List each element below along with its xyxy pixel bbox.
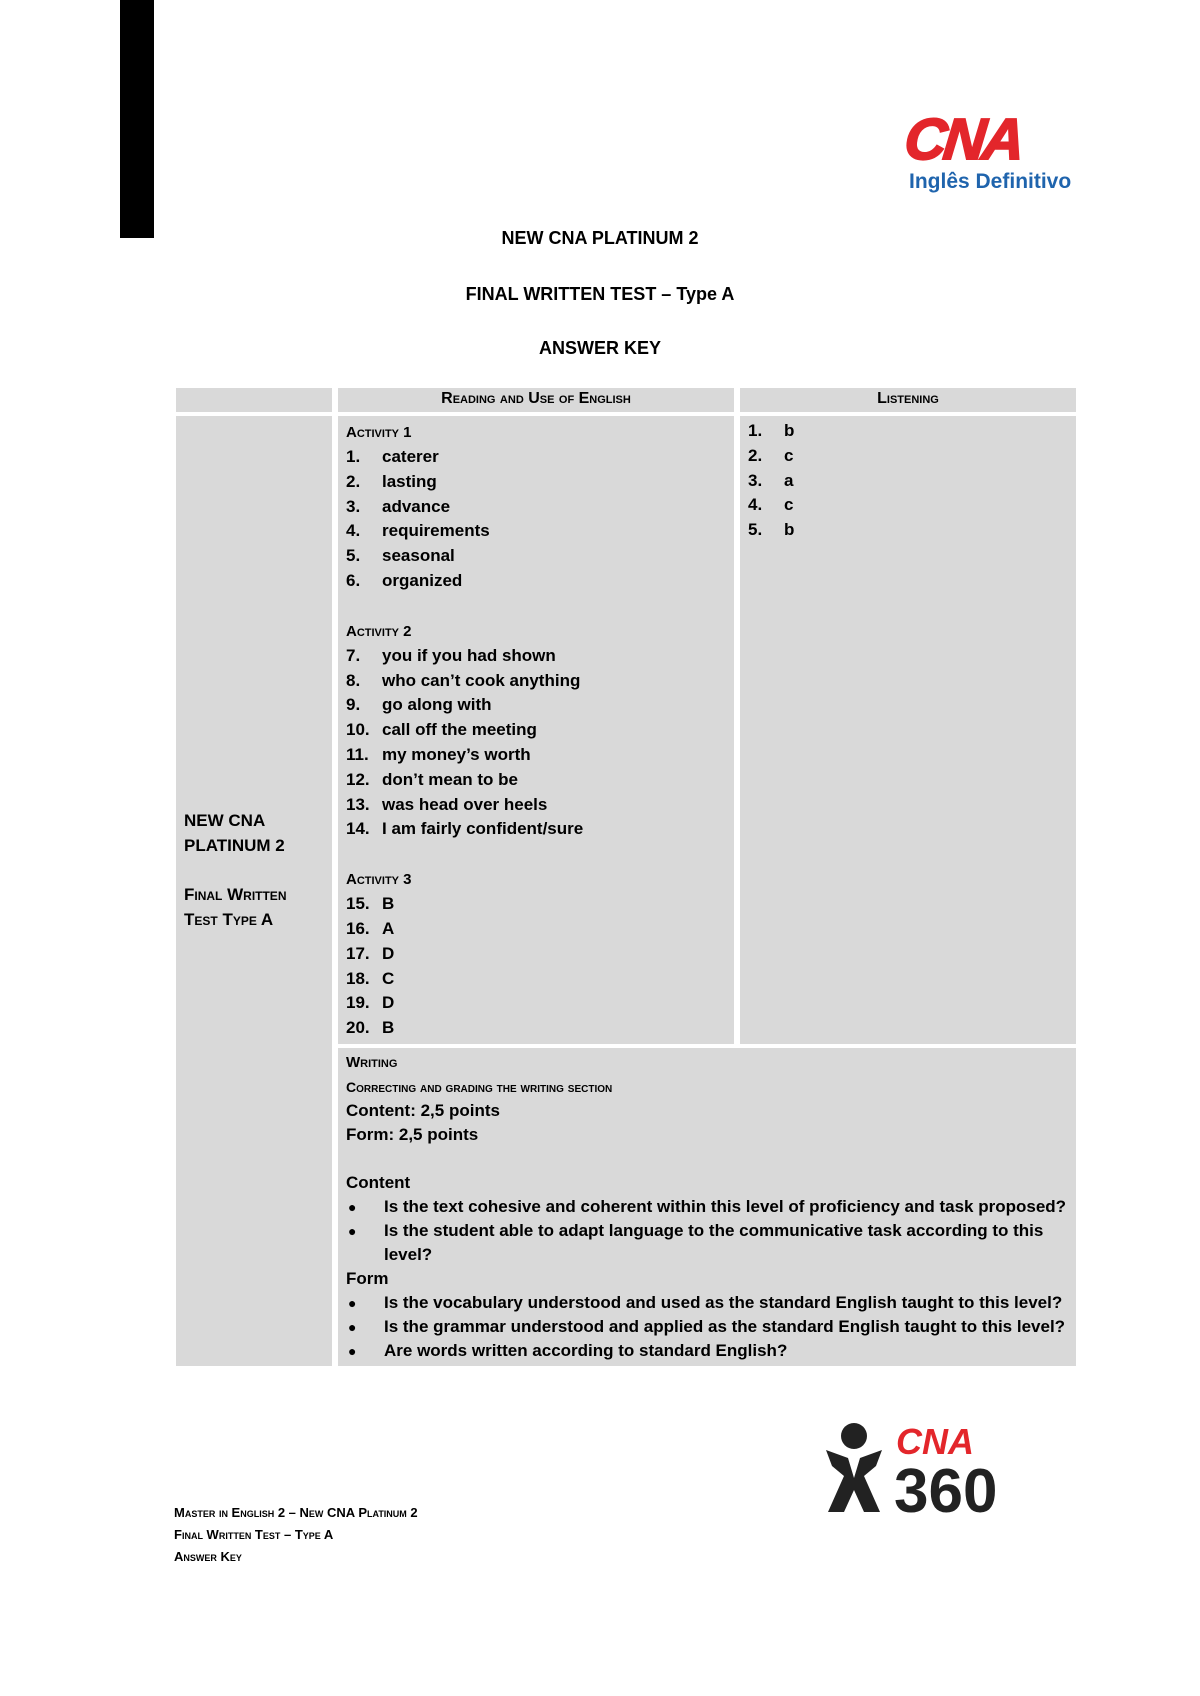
list-item: 15. B [346,894,395,914]
list-item: ● Is the vocabulary understood and used as the standard English taught to this level? [346,1291,1068,1315]
list-item: 1. b [748,421,795,440]
list-item: 4. c [748,495,794,515]
listening-answers-cell [740,416,1076,1044]
side-label-line2: PLATINUM 2 [184,836,285,855]
margin-black-bar [120,0,154,238]
list-item: 7. you if you had shown [346,645,556,665]
list-item: 3. advance [346,496,451,516]
content-points: Content: 2,5 points [346,1100,500,1120]
form-heading: Form [346,1268,389,1288]
list-item: 19. D [346,993,395,1013]
side-label-cell [176,416,332,1366]
cna-360-logo [818,1420,1088,1520]
answer-key-table [170,384,1082,1370]
list-item: 3. a [748,470,794,490]
bullet-icon: ● [348,1318,357,1335]
activity1-list [346,445,726,594]
cna-360-number: 360 [894,1457,998,1520]
side-label-line4: Test Type A [184,910,274,929]
list-item: ● Is the text cohesive and coherent within this level of proficiency and task proposed? [346,1195,1068,1219]
list-item: 12. don’t mean to be [346,769,518,789]
writing-title: Writing [346,1053,398,1071]
figure-icon [826,1423,882,1512]
list-item: 20. B [346,1018,395,1038]
list-item: 17. D [346,943,395,963]
bullet-icon: ● [348,1294,357,1311]
activity3-list [346,892,726,1041]
activity1-title: Activity 1 [346,424,412,441]
bullet-icon: ● [348,1342,357,1359]
footer-line1: Master in English 2 – New CNA Platinum 2 [174,1505,418,1520]
list-item: 14. I am fairly confident/sure [346,819,584,839]
side-label-line1: NEW CNA [184,811,266,830]
document-title: NEW CNA PLATINUM 2 [501,228,699,248]
side-label-line3: Final Written [184,885,287,904]
bullet-icon: ● [348,1198,357,1215]
footer-line3: Answer Key [174,1549,242,1564]
footer-line2: Final Written Test – Type A [174,1527,334,1542]
cna-logo [901,107,1085,193]
list-item: ● Are words written according to standard English? [346,1339,1068,1363]
list-item: 8. who can’t cook anything [346,670,581,690]
form-points: Form: 2,5 points [346,1124,479,1144]
reading-answers-cell [338,416,734,1044]
list-item: 6. organized [346,570,463,590]
activity3-title: Activity 3 [346,871,412,889]
list-item: 2. c [748,445,794,465]
list-item: 16. A [346,918,395,938]
list-item: 13. was head over heels [346,794,548,814]
activity2-list [346,644,726,842]
activity2-title: Activity 2 [346,622,412,640]
writing-cell [338,1048,1076,1366]
cna-logo-word: CNA [901,107,1026,172]
writing-subtitle: Correcting and grading the writing section [346,1078,613,1095]
header-reading: Reading and Use of English [338,388,734,412]
header-listening: Listening [740,388,1076,412]
list-item: 1. caterer [346,447,439,466]
content-heading: Content [346,1172,411,1192]
list-item: 9. go along with [346,695,492,715]
document-subtitle: FINAL WRITTEN TEST – Type A [465,284,735,304]
list-item: ● Is the grammar understood and applied as the standard English taught to this level? [346,1315,1068,1339]
list-item: 5. seasonal [346,546,455,566]
list-item: 11. my money’s worth [346,744,531,764]
list-item: 5. b [748,520,795,540]
list-item: ● Is the student able to adapt language to the communicative task according to this level? [346,1219,1068,1267]
document-type: ANSWER KEY [538,338,661,358]
list-item: 10. call off the meeting [346,720,537,740]
footer [174,1502,418,1568]
list-item: 2. lasting [346,471,437,491]
header-blank-cell [176,388,332,412]
list-item: 18. C [346,968,395,988]
bullet-icon: ● [348,1222,357,1239]
listening-list [748,419,1068,543]
cna-logo-tagline: Inglês Definitivo [909,170,1072,193]
list-item: 4. requirements [346,521,490,541]
cna-360-brand: CNA [896,1421,974,1462]
